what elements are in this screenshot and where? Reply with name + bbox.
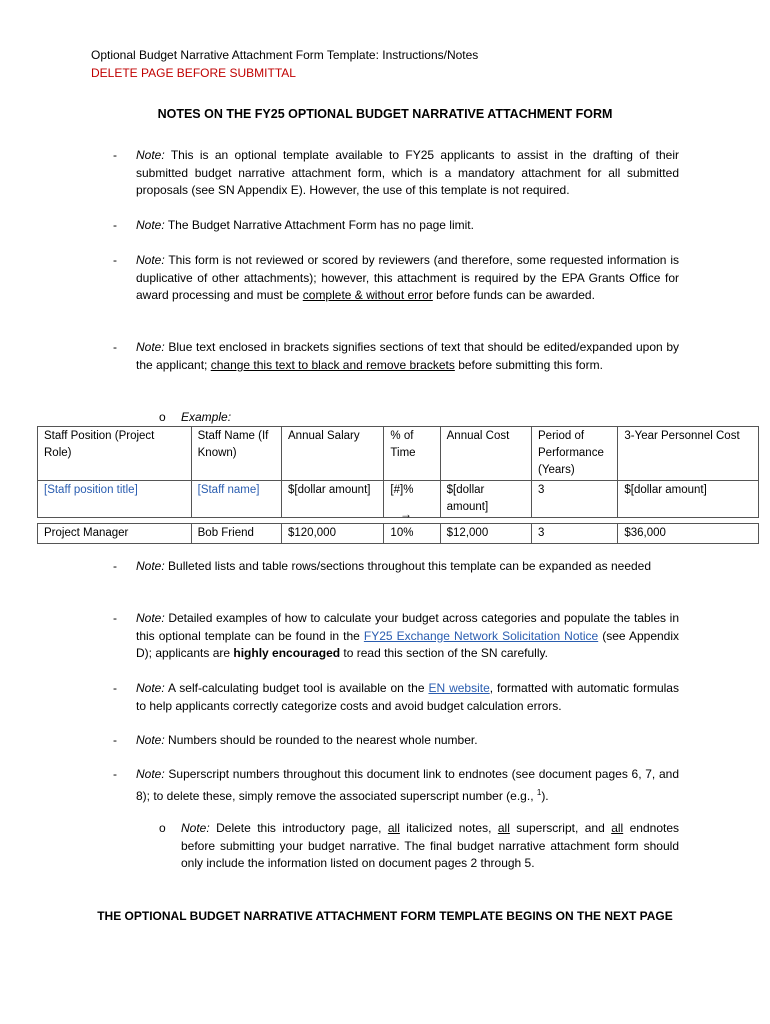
- note-superscripts: [136, 766, 679, 805]
- bullet-dash: -: [113, 253, 117, 267]
- note-text: before submitting this form.: [454, 357, 603, 372]
- table-header-cell: 3-Year Personnel Cost: [618, 427, 759, 481]
- table-header-cell: Period of Performance (Years): [532, 427, 618, 481]
- table-cell: $12,000: [440, 524, 531, 544]
- table-example-row: [38, 524, 759, 544]
- bullet-dash: -: [113, 559, 117, 573]
- table-cell: [#]%: [384, 481, 440, 518]
- note-text: Superscript numbers throughout this document link to endnotes (see document pages 6, 7, and 8); to delete these, simply remove the associated superscript number (e.g.,: [136, 767, 679, 803]
- note-label: Note:: [136, 218, 165, 232]
- bullet-dash: -: [113, 733, 117, 747]
- note-underlined-text: all: [611, 821, 624, 835]
- note-text: Blue text enclosed in brackets signifies sections of text that should be edited/expanded upon by the applicant;: [136, 340, 680, 372]
- sub-bullet-marker: o: [159, 410, 166, 424]
- note-delete-intro: [181, 820, 679, 873]
- arrow-down-icon: →: [400, 507, 412, 521]
- note-detailed-examples: [136, 610, 679, 663]
- bullet-dash: -: [113, 611, 117, 625]
- table-cell: $[dollar amount]: [440, 481, 531, 518]
- superscript-example: 1: [536, 787, 542, 797]
- note-expandable: [136, 558, 679, 576]
- note-text: to read this section of the SN carefully.: [340, 646, 548, 660]
- table-cell: 10%: [384, 524, 440, 544]
- example-label: Example:: [181, 410, 232, 424]
- header-line-1: Optional Budget Narrative Attachment Form Template: Instructions/Notes: [91, 48, 479, 62]
- note-text: Numbers should be rounded to the nearest whole number.: [168, 733, 478, 747]
- bullet-dash: -: [113, 767, 117, 781]
- note-page-limit: [136, 217, 679, 235]
- note-label: Note:: [136, 340, 165, 354]
- note-text: before funds can be awarded.: [432, 288, 595, 302]
- note-text: , formatted with automatic formulas to help applicants correctly categorize costs and avoid budget calculation errors.: [136, 681, 679, 713]
- note-text: Detailed examples of how to calculate your budget across categories and populate the tables in this optional template can be found in the: [136, 611, 679, 643]
- note-blue-text: [136, 339, 679, 374]
- table-cell: Project Manager: [38, 524, 192, 544]
- note-label: Note:: [136, 611, 165, 625]
- note-bold-text: highly encouraged: [233, 646, 341, 660]
- table-cell: 3: [532, 524, 618, 544]
- table-cell: Bob Friend: [191, 524, 281, 544]
- note-budget-tool: [136, 680, 679, 715]
- table-cell: [Staff position title]: [38, 481, 192, 518]
- note-text: superscript, and: [509, 821, 612, 835]
- header-delete-warning: DELETE PAGE BEFORE SUBMITTAL: [91, 66, 296, 80]
- note-label: Note:: [136, 559, 165, 573]
- note-underlined-text: change this text to black and remove brackets: [210, 357, 455, 372]
- table-header-cell: % of Time: [384, 427, 440, 481]
- bullet-dash: -: [113, 148, 117, 162]
- note-text: (see Appendix D); applicants are: [136, 628, 680, 660]
- table-header-cell: Annual Salary: [282, 427, 384, 481]
- note-text: This is an optional template available to FY25 applicants to assist in the drafting of their submitted budget narrative attachment form, which is a mandatory attachment for all submitted proposals (see SN Appendix E). However, the use of this template is not required.: [136, 148, 679, 197]
- note-text: ).: [541, 788, 549, 803]
- note-underlined-text: all: [497, 821, 510, 835]
- note-label: Note:: [136, 681, 165, 695]
- note-text: endnotes before submitting your budget narrative. The final budget narrative attachment form should only include the information listed on document pages 2 through 5.: [181, 821, 679, 870]
- note-label: Note:: [136, 253, 165, 267]
- note-text: This form is not reviewed or scored by reviewers (and therefore, some requested information is duplicative of other attachments); however, this attachment is required by the EPA Grants Office for award processing and must be: [136, 253, 679, 302]
- note-label: Note:: [181, 821, 210, 835]
- note-optional-template: [136, 147, 679, 200]
- table-cell: $36,000: [618, 524, 759, 544]
- note-text: italicized notes,: [399, 821, 498, 835]
- note-label: Note:: [136, 148, 165, 162]
- note-text: Delete this introductory page,: [216, 821, 388, 835]
- example-budget-table: [37, 426, 759, 518]
- note-text: A self-calculating budget tool is available on the: [167, 681, 429, 695]
- bullet-dash: -: [113, 340, 117, 354]
- table-header-cell: Staff Name (If Known): [191, 427, 281, 481]
- bullet-dash: -: [113, 218, 117, 232]
- note-text: Bulleted lists and table rows/sections throughout this template can be expanded as needed: [168, 559, 652, 573]
- table-cell: $[dollar amount]: [282, 481, 384, 518]
- note-label: Note:: [136, 733, 165, 747]
- sub-bullet-marker: o: [159, 821, 166, 835]
- note-label: Note:: [136, 767, 165, 781]
- note-underlined-text: all: [387, 821, 400, 835]
- table-cell: $[dollar amount]: [618, 481, 759, 518]
- note-underlined-text: complete & without error: [302, 288, 433, 302]
- table-header-cell: Annual Cost: [440, 427, 531, 481]
- note-rounding: [136, 732, 679, 750]
- example-filled-table: [37, 523, 759, 544]
- note-text: The Budget Narrative Attachment Form has no page limit.: [167, 218, 474, 232]
- solicitation-notice-link[interactable]: FY25 Exchange Network Solicitation Notice: [363, 628, 599, 643]
- table-template-row: [38, 481, 759, 518]
- table-cell: 3: [532, 481, 618, 518]
- table-cell: [Staff name]: [191, 481, 281, 518]
- footer-next-page-notice: THE OPTIONAL BUDGET NARRATIVE ATTACHMENT FORM TEMPLATE BEGINS ON THE NEXT PAGE: [97, 909, 673, 923]
- bullet-dash: -: [113, 681, 117, 695]
- en-website-link[interactable]: EN website: [428, 681, 490, 695]
- table-cell: $120,000: [282, 524, 384, 544]
- page-title: NOTES ON THE FY25 OPTIONAL BUDGET NARRATIVE ATTACHMENT FORM: [157, 107, 613, 121]
- note-not-reviewed: [136, 252, 679, 305]
- table-header-row: [38, 427, 759, 481]
- table-header-cell: Staff Position (Project Role): [38, 427, 192, 481]
